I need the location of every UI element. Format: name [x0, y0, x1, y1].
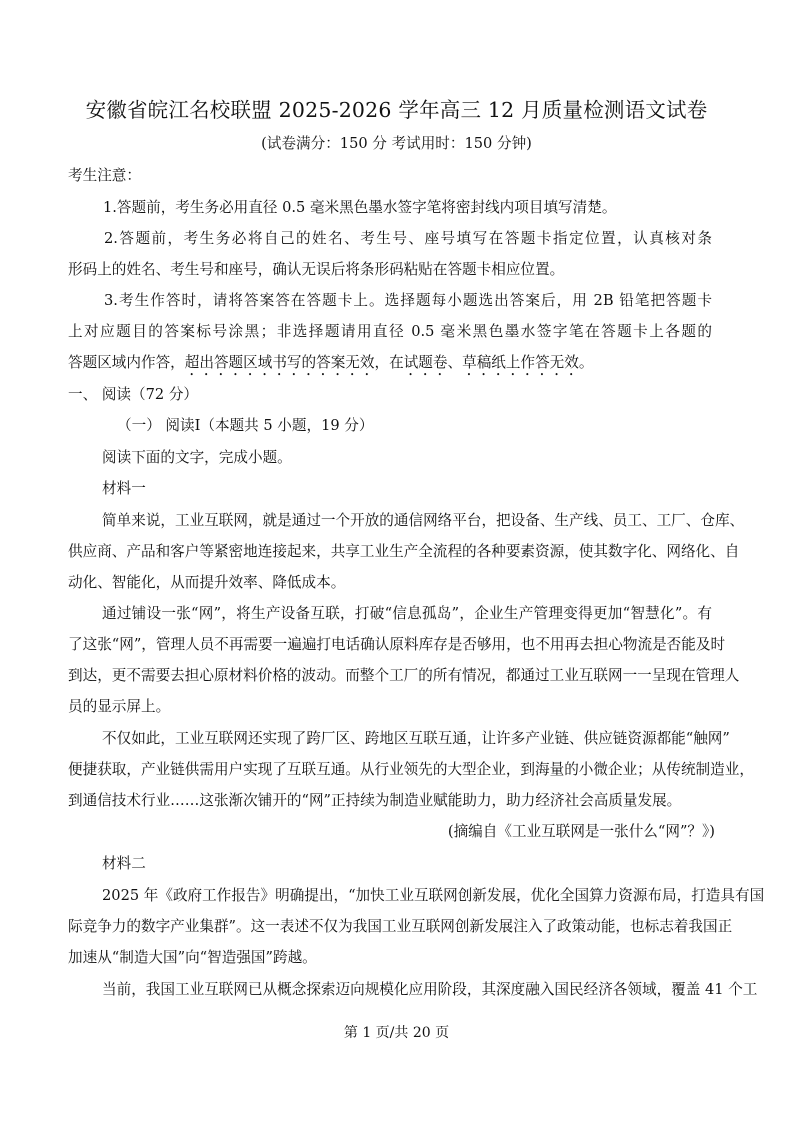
material-2-paragraph-2-line: 当前，我国工业互联网已从概念探索迈向规模化应用阶段，其深度融入国民经济各领域，覆盖 41 个工: [102, 981, 758, 998]
notice-item-3-text: ，在: [374, 354, 404, 371]
material-1-paragraph-1-line: 供应商、产品和客户等紧密地连接起来，共享工业生产全流程的各种要素资源，使其数字化、网络化、自: [68, 543, 740, 560]
emphasis-invalid-answer: 超出答题区域书写的答案无效: [184, 354, 375, 371]
material-1-paragraph-3-line: 到通信技术行业……这张渐次铺开的“网”正持续为制造业赋能助力，助力经济社会高质量发展。: [68, 792, 682, 809]
material-2-paragraph-1-line: 2025 年《政府工作报告》明确提出，“加快工业互联网创新发展，优化全国算力资源布局，打造具有国: [102, 887, 765, 904]
material-1-paragraph-2-line: 员的显示屏上。: [68, 698, 171, 715]
material-2-paragraph-1-line: 加速从“制造大国”向“智造强国”跨越。: [68, 949, 317, 966]
notice-item-3-text: 、: [447, 354, 463, 371]
notice-heading: 考生注意：: [68, 167, 141, 184]
notice-item-1: 1.答题前，考生务必用直径 0.5 毫米黑色墨水签字笔将密封线内项目填写清楚。: [103, 199, 617, 216]
emphasis-draft-paper: 草稿纸上作答无效: [462, 354, 579, 371]
notice-item-3-text: 答题区域内作答，: [68, 354, 185, 371]
notice-item-3-line-2: 上对应题目的答案标号涂黑；非选择题请用直径 0.5 毫米黑色墨水签字笔在答题卡上各题的: [68, 323, 712, 340]
material-1-paragraph-2-line: 了这张“网”，管理人员不再需要一遍遍打电话确认原料库存是否够用，也不用再去担心物流是否能及时: [68, 636, 726, 653]
material-2-label: 材料二: [102, 855, 146, 872]
exam-title: 安徽省皖江名校联盟 2025-2026 学年高三 12 月质量检测语文试卷: [85, 98, 708, 122]
notice-item-2-line-1: 2.答题前，考生务必将自己的姓名、考生号、座号填写在答题卡指定位置，认真核对条: [104, 230, 712, 247]
material-1-paragraph-1-line: 简单来说，工业互联网，就是通过一个开放的通信网络平台，把设备、生产线、员工、工厂、仓库、: [102, 512, 745, 529]
section-subheading: （一） 阅读Ⅰ（本题共 5 小题，19 分）: [117, 417, 374, 434]
emphasis-test-paper: 试题卷: [403, 354, 448, 371]
page-number: 第 1 页/共 20 页: [343, 1025, 450, 1041]
material-1-paragraph-2-line: 通过铺设一张“网”，将生产设备互联，打破“信息孤岛”，企业生产管理变得更加“智慧化”。有: [102, 605, 712, 622]
section-heading: 一、 阅读（72 分）: [68, 386, 199, 403]
notice-item-3-line-3: [68, 353, 593, 379]
material-1-paragraph-1-line: 动化、智能化，从而提升效率、降低成本。: [68, 574, 346, 591]
material-1-paragraph-3-line: 不仅如此，工业互联网还实现了跨厂区、跨地区互联互通，让许多产业链、供应链资源都能“触网”: [102, 730, 730, 747]
material-1-paragraph-3-line: 便捷获取，产业链供需用户实现了互联互通。从行业领先的大型企业，到海量的小微企业；从传统制造业，: [68, 761, 754, 778]
material-1-label: 材料一: [102, 480, 146, 497]
material-2-paragraph-1-line: 际竞争力的数字产业集群”。这一表述不仅为我国工业互联网创新发展注入了政策动能，也标志着我国正: [68, 918, 733, 935]
notice-item-3-line-1: 3.考生作答时，请将答案答在答题卡上。选择题每小题选出答案后，用 2B 铅笔把答题卡: [104, 292, 712, 309]
notice-item-2-line-2: 形码上的姓名、考生号和座号，确认无误后将条形码粘贴在答题卡相应位置。: [68, 261, 565, 278]
material-1-paragraph-2-line: 到达，更不需要去担心原材料价格的波动。而整个工厂的所有情况，都通过工业互联网一一呈现在管理人: [68, 667, 740, 684]
reading-instruction: 阅读下面的文字，完成小题。: [102, 449, 292, 466]
material-1-source: (摘编自《工业互联网是一张什么“网”？》): [447, 823, 715, 840]
notice-item-3-text: 。: [578, 354, 594, 371]
exam-subtitle: (试卷满分：150 分 考试用时：150 分钟): [261, 135, 532, 152]
